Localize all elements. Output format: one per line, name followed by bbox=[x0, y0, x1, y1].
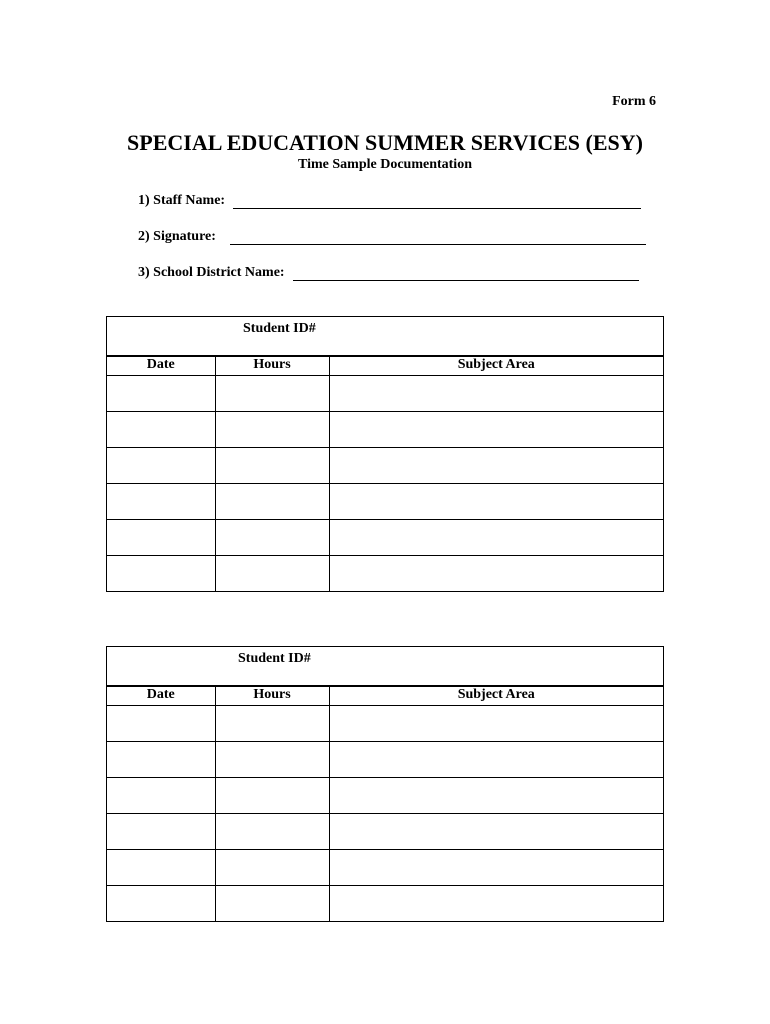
subject-area-cell[interactable] bbox=[329, 448, 663, 484]
subject-area-column-header: Subject Area bbox=[329, 357, 663, 376]
school-district-blank[interactable] bbox=[293, 266, 639, 281]
staff-name-field bbox=[138, 193, 641, 209]
hours-column-header: Hours bbox=[215, 357, 329, 376]
date-column-header: Date bbox=[107, 357, 215, 376]
date-cell[interactable] bbox=[107, 778, 215, 814]
hours-column-header: Hours bbox=[215, 687, 329, 706]
table-row bbox=[107, 448, 663, 484]
date-cell[interactable] bbox=[107, 448, 215, 484]
date-cell[interactable] bbox=[107, 412, 215, 448]
date-column-header: Date bbox=[107, 687, 215, 706]
subject-area-cell[interactable] bbox=[329, 778, 663, 814]
table-header-row bbox=[107, 357, 663, 376]
student-id-cell[interactable] bbox=[107, 647, 663, 687]
form-subtitle: Time Sample Documentation bbox=[298, 157, 472, 172]
hours-cell[interactable] bbox=[215, 706, 329, 742]
entries-table bbox=[107, 357, 663, 591]
hours-cell[interactable] bbox=[215, 814, 329, 850]
form-title: SPECIAL EDUCATION SUMMER SERVICES (ESY) bbox=[127, 130, 643, 155]
entries-table bbox=[107, 687, 663, 921]
time-sample-table-2 bbox=[106, 646, 664, 922]
hours-cell[interactable] bbox=[215, 778, 329, 814]
date-cell[interactable] bbox=[107, 850, 215, 886]
date-cell[interactable] bbox=[107, 556, 215, 592]
subject-area-cell[interactable] bbox=[329, 376, 663, 412]
hours-cell[interactable] bbox=[215, 448, 329, 484]
date-cell[interactable] bbox=[107, 376, 215, 412]
date-cell[interactable] bbox=[107, 484, 215, 520]
hours-cell[interactable] bbox=[215, 484, 329, 520]
subject-area-cell[interactable] bbox=[329, 484, 663, 520]
form-number: Form 6 bbox=[612, 94, 656, 109]
table-row bbox=[107, 742, 663, 778]
school-district-label: 3) School District Name: bbox=[138, 265, 285, 280]
table-header-row bbox=[107, 687, 663, 706]
table-row bbox=[107, 850, 663, 886]
date-cell[interactable] bbox=[107, 742, 215, 778]
hours-cell[interactable] bbox=[215, 412, 329, 448]
hours-cell[interactable] bbox=[215, 556, 329, 592]
date-cell[interactable] bbox=[107, 706, 215, 742]
hours-cell[interactable] bbox=[215, 376, 329, 412]
hours-cell[interactable] bbox=[215, 850, 329, 886]
signature-label: 2) Signature: bbox=[138, 229, 216, 244]
school-district-field bbox=[138, 265, 639, 281]
subject-area-cell[interactable] bbox=[329, 556, 663, 592]
table-row bbox=[107, 376, 663, 412]
signature-field bbox=[138, 229, 646, 245]
table-row bbox=[107, 484, 663, 520]
date-cell[interactable] bbox=[107, 520, 215, 556]
date-cell[interactable] bbox=[107, 886, 215, 922]
staff-name-label: 1) Staff Name: bbox=[138, 193, 226, 208]
subject-area-cell[interactable] bbox=[329, 814, 663, 850]
hours-cell[interactable] bbox=[215, 520, 329, 556]
hours-cell[interactable] bbox=[215, 742, 329, 778]
hours-cell[interactable] bbox=[215, 886, 329, 922]
subject-area-cell[interactable] bbox=[329, 520, 663, 556]
table-row bbox=[107, 520, 663, 556]
signature-blank[interactable] bbox=[230, 230, 646, 245]
table-row bbox=[107, 886, 663, 922]
table-row bbox=[107, 556, 663, 592]
table-row bbox=[107, 778, 663, 814]
table-row bbox=[107, 412, 663, 448]
subject-area-column-header: Subject Area bbox=[329, 687, 663, 706]
table-row bbox=[107, 814, 663, 850]
table-row bbox=[107, 706, 663, 742]
time-sample-table-1 bbox=[106, 316, 664, 592]
subject-area-cell[interactable] bbox=[329, 706, 663, 742]
student-id-label: Student ID# bbox=[238, 651, 311, 666]
subject-area-cell[interactable] bbox=[329, 742, 663, 778]
subject-area-cell[interactable] bbox=[329, 886, 663, 922]
staff-name-blank[interactable] bbox=[233, 194, 641, 209]
student-id-label: Student ID# bbox=[243, 321, 316, 336]
date-cell[interactable] bbox=[107, 814, 215, 850]
subject-area-cell[interactable] bbox=[329, 850, 663, 886]
subject-area-cell[interactable] bbox=[329, 412, 663, 448]
student-id-cell[interactable] bbox=[107, 317, 663, 357]
